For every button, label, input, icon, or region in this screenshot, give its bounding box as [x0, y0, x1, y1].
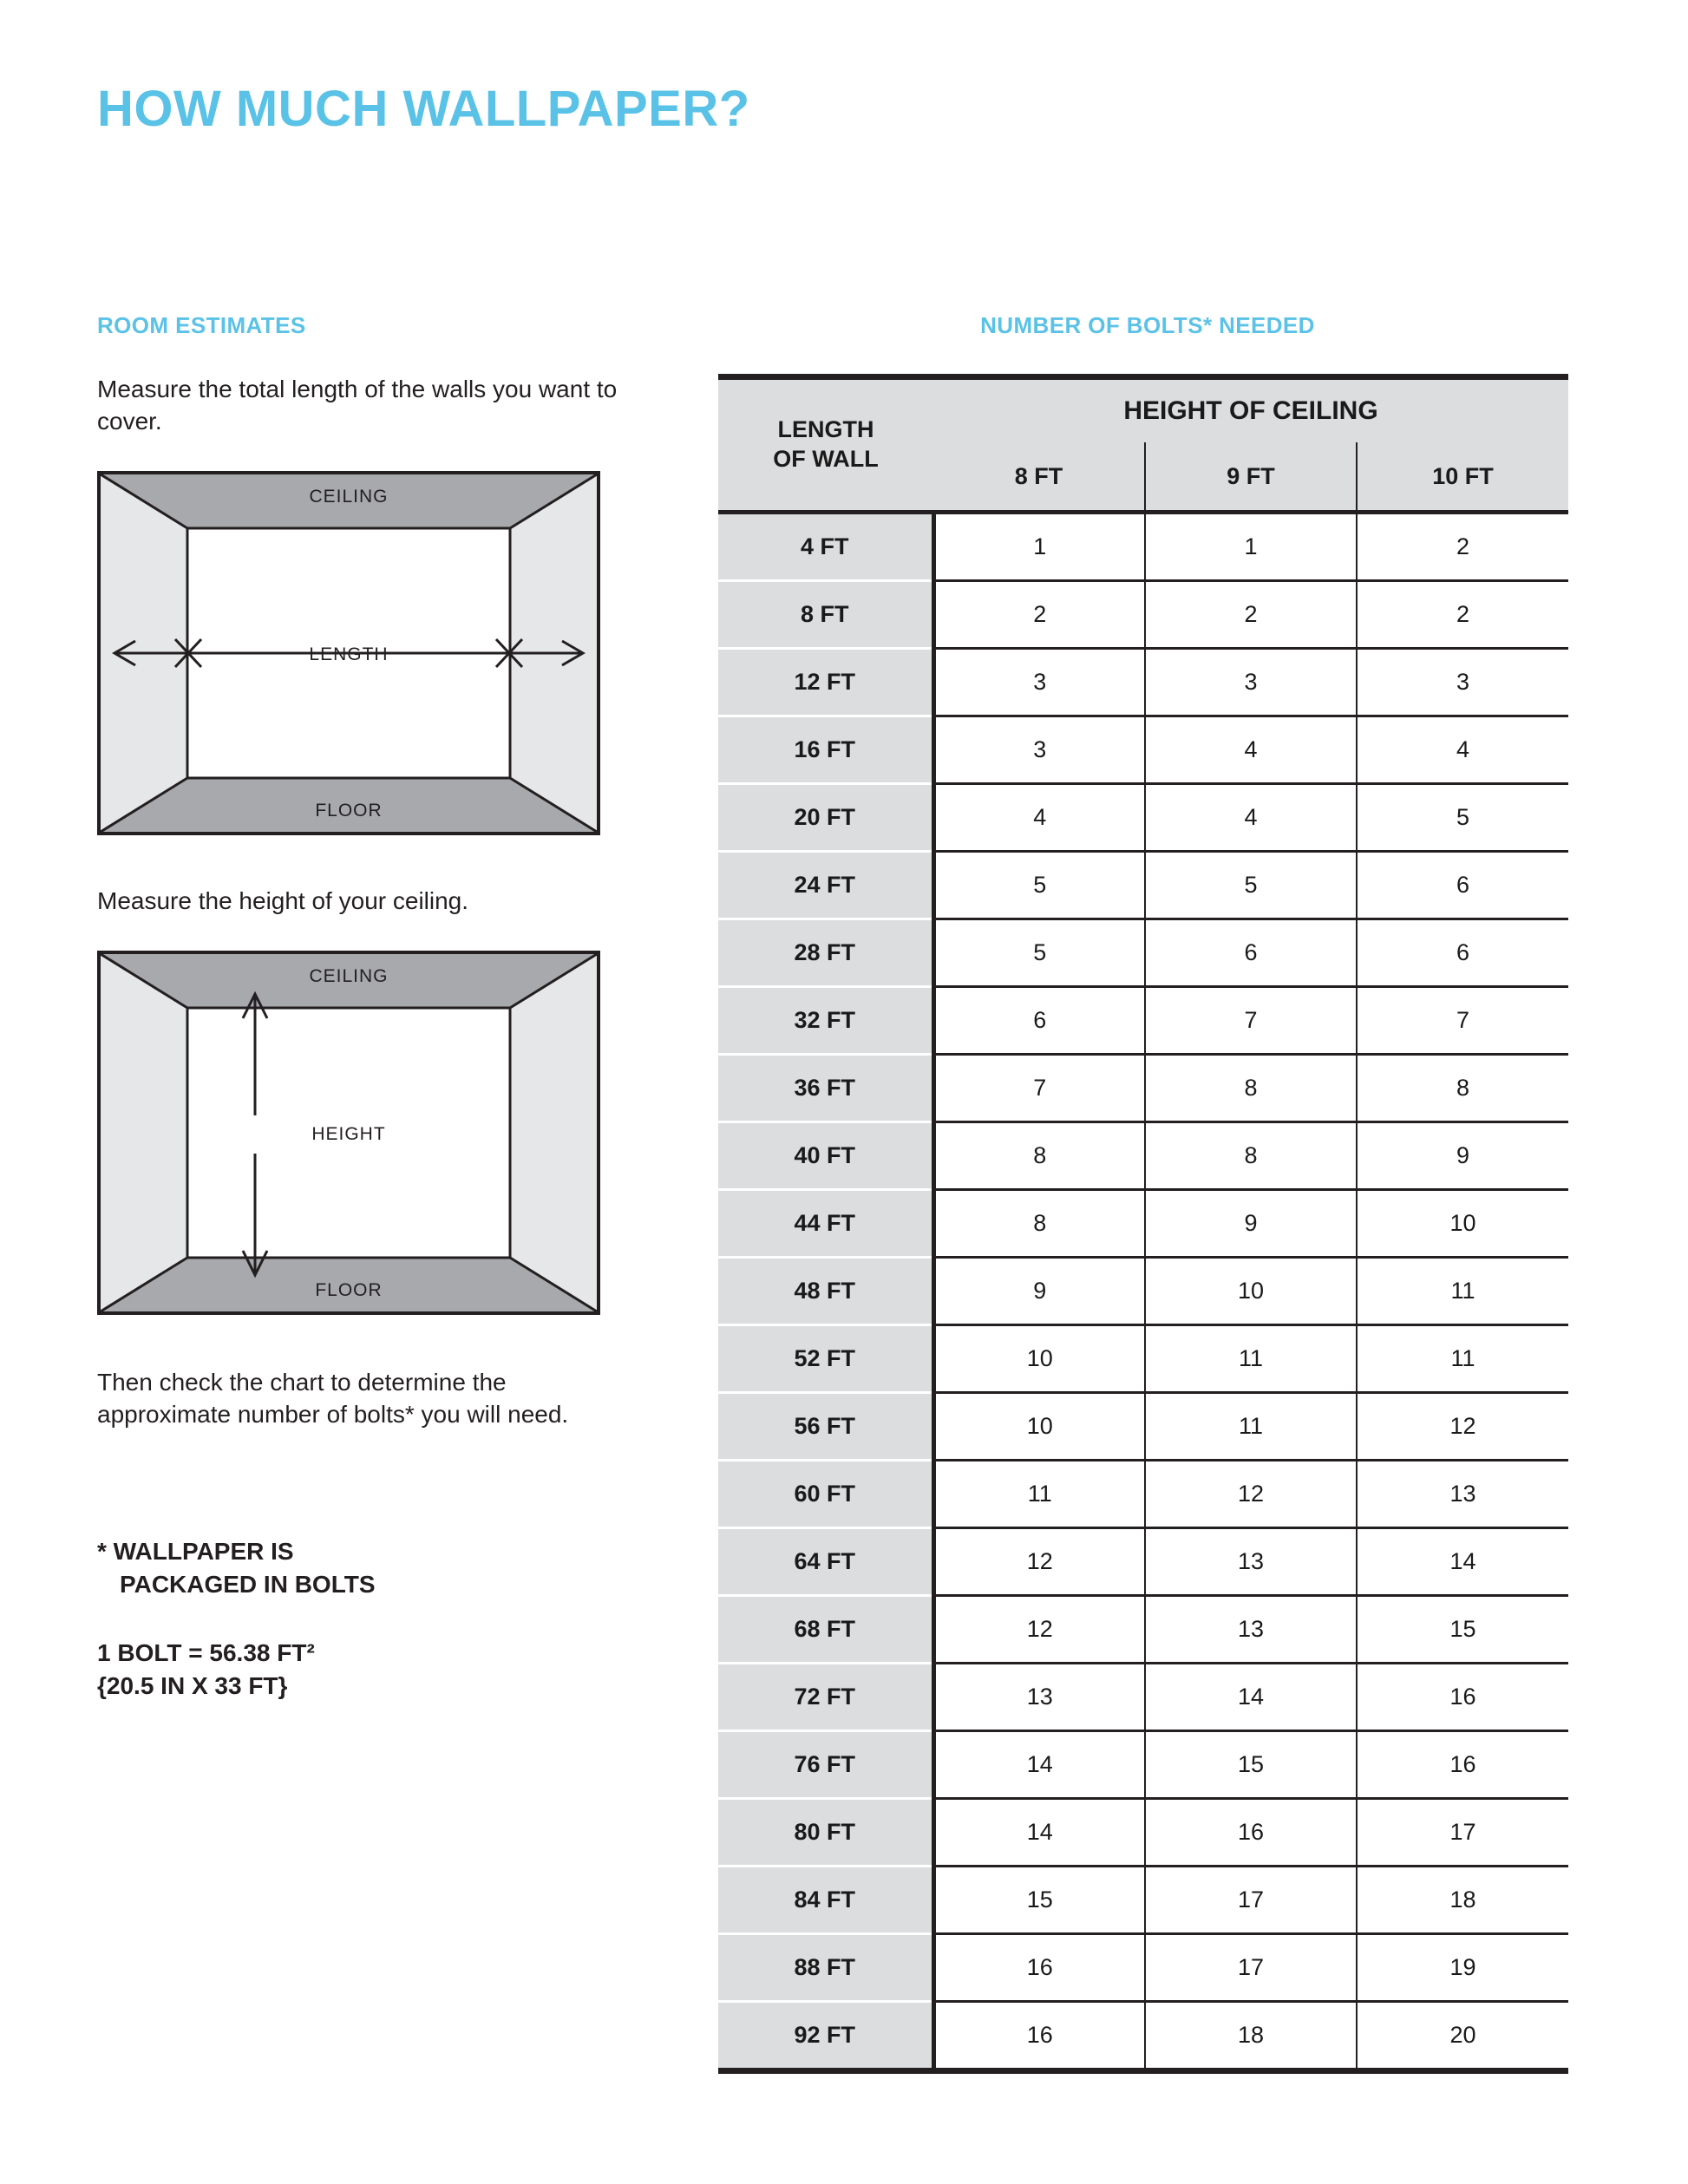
diagram-label-ceiling: CEILING	[309, 965, 389, 986]
bolt-dimensions-line: {20.5 IN X 33 FT}	[97, 1672, 288, 1700]
row-value-10ft: 19	[1357, 1934, 1568, 2002]
table-row	[718, 1867, 1568, 1934]
row-value-9ft: 11	[1145, 1325, 1357, 1393]
diagram-label-length: LENGTH	[309, 644, 389, 664]
row-length: 60 FT	[718, 1461, 933, 1528]
table-header-row-1	[718, 377, 1568, 443]
row-value-10ft: 14	[1357, 1528, 1568, 1596]
row-value-10ft: 7	[1357, 987, 1568, 1055]
table-row	[718, 513, 1568, 581]
table-row	[718, 581, 1568, 649]
row-length: 52 FT	[718, 1325, 933, 1393]
row-value-9ft: 4	[1145, 716, 1357, 784]
row-value-9ft: 16	[1145, 1799, 1357, 1867]
row-value-9ft: 8	[1145, 1055, 1357, 1122]
row-value-9ft: 4	[1145, 784, 1357, 852]
row-value-8ft: 10	[933, 1393, 1145, 1461]
row-length: 80 FT	[718, 1799, 933, 1867]
row-value-8ft: 8	[933, 1122, 1145, 1190]
row-length: 56 FT	[718, 1393, 933, 1461]
table-row	[718, 1393, 1568, 1461]
page-title: HOW MUCH WALLPAPER?	[97, 81, 750, 137]
table-row	[718, 1664, 1568, 1731]
row-value-10ft: 15	[1357, 1596, 1568, 1664]
room-diagram-height	[97, 951, 600, 1315]
table-row	[718, 852, 1568, 919]
diagram-label-height: HEIGHT	[311, 1123, 386, 1144]
row-value-10ft: 9	[1357, 1122, 1568, 1190]
footnote-line-2: PACKAGED IN BOLTS	[120, 1570, 376, 1598]
row-value-9ft: 12	[1145, 1461, 1357, 1528]
table-row	[718, 919, 1568, 987]
row-value-8ft: 12	[933, 1528, 1145, 1596]
row-value-9ft: 7	[1145, 987, 1357, 1055]
row-value-8ft: 11	[933, 1461, 1145, 1528]
row-value-8ft: 6	[933, 987, 1145, 1055]
row-length: 4 FT	[718, 513, 933, 581]
row-length: 8 FT	[718, 581, 933, 649]
row-value-8ft: 14	[933, 1799, 1145, 1867]
row-value-10ft: 10	[1357, 1190, 1568, 1258]
row-length: 48 FT	[718, 1258, 933, 1325]
row-value-8ft: 4	[933, 784, 1145, 852]
header-length-line-2: OF WALL	[773, 446, 879, 472]
row-value-10ft: 5	[1357, 784, 1568, 852]
row-value-8ft: 2	[933, 581, 1145, 649]
table-row	[718, 1934, 1568, 2002]
footnote-line-1: * WALLPAPER IS	[97, 1537, 294, 1565]
row-value-10ft: 13	[1357, 1461, 1568, 1528]
row-value-9ft: 13	[1145, 1596, 1357, 1664]
room-estimates-column	[97, 312, 635, 1703]
row-value-9ft: 2	[1145, 581, 1357, 649]
row-value-10ft: 4	[1357, 716, 1568, 784]
table-row	[718, 1461, 1568, 1528]
row-length: 68 FT	[718, 1596, 933, 1664]
row-value-10ft: 20	[1357, 2002, 1568, 2071]
row-value-9ft: 17	[1145, 1934, 1357, 2002]
header-length-of-wall	[718, 377, 933, 513]
diagram-label-floor: FLOOR	[315, 800, 383, 821]
row-value-9ft: 10	[1145, 1258, 1357, 1325]
row-value-8ft: 10	[933, 1325, 1145, 1393]
row-value-9ft: 13	[1145, 1528, 1357, 1596]
table-row	[718, 1528, 1568, 1596]
row-value-10ft: 2	[1357, 581, 1568, 649]
table-row	[718, 2002, 1568, 2071]
table-row	[718, 987, 1568, 1055]
table-row	[718, 1122, 1568, 1190]
row-value-9ft: 9	[1145, 1190, 1357, 1258]
row-value-9ft: 18	[1145, 2002, 1357, 2071]
diagram-label-ceiling: CEILING	[309, 486, 389, 507]
row-value-9ft: 5	[1145, 852, 1357, 919]
table-row	[718, 1258, 1568, 1325]
row-value-9ft: 15	[1145, 1731, 1357, 1799]
room-diagram-length	[97, 471, 600, 835]
row-value-8ft: 16	[933, 2002, 1145, 2071]
row-length: 72 FT	[718, 1664, 933, 1731]
row-value-9ft: 17	[1145, 1867, 1357, 1934]
bolt-size-note	[97, 1637, 635, 1703]
table-row	[718, 716, 1568, 784]
row-value-9ft: 1	[1145, 513, 1357, 581]
header-height-of-ceiling: HEIGHT OF CEILING	[933, 377, 1568, 443]
row-value-8ft: 5	[933, 852, 1145, 919]
row-value-9ft: 6	[1145, 919, 1357, 987]
row-length: 44 FT	[718, 1190, 933, 1258]
row-length: 20 FT	[718, 784, 933, 852]
row-length: 84 FT	[718, 1867, 933, 1934]
row-value-10ft: 6	[1357, 919, 1568, 987]
row-value-10ft: 11	[1357, 1325, 1568, 1393]
row-value-9ft: 3	[1145, 649, 1357, 716]
bolts-table	[718, 374, 1568, 2074]
table-row	[718, 649, 1568, 716]
header-col-9ft: 9 FT	[1145, 442, 1357, 513]
row-length: 40 FT	[718, 1122, 933, 1190]
table-row	[718, 1190, 1568, 1258]
row-value-8ft: 7	[933, 1055, 1145, 1122]
row-value-10ft: 17	[1357, 1799, 1568, 1867]
table-row	[718, 1596, 1568, 1664]
row-length: 88 FT	[718, 1934, 933, 2002]
row-value-10ft: 8	[1357, 1055, 1568, 1122]
table-row	[718, 1325, 1568, 1393]
bolt-area-line: 1 BOLT = 56.38 FT²	[97, 1639, 315, 1667]
row-length: 64 FT	[718, 1528, 933, 1596]
row-value-8ft: 14	[933, 1731, 1145, 1799]
table-row	[718, 1731, 1568, 1799]
row-value-8ft: 1	[933, 513, 1145, 581]
section-heading-room-estimates: ROOM ESTIMATES	[97, 312, 306, 338]
row-value-10ft: 16	[1357, 1664, 1568, 1731]
row-value-10ft: 3	[1357, 649, 1568, 716]
row-value-8ft: 13	[933, 1664, 1145, 1731]
row-length: 28 FT	[718, 919, 933, 987]
row-length: 12 FT	[718, 649, 933, 716]
table-row	[718, 784, 1568, 852]
header-length-line-1: LENGTH	[777, 416, 874, 443]
instruction-step-1: Measure the total length of the walls you want to cover.	[97, 376, 618, 435]
row-value-10ft: 18	[1357, 1867, 1568, 1934]
row-value-8ft: 15	[933, 1867, 1145, 1934]
row-value-9ft: 11	[1145, 1393, 1357, 1461]
row-value-8ft: 16	[933, 1934, 1145, 2002]
row-value-10ft: 16	[1357, 1731, 1568, 1799]
row-length: 32 FT	[718, 987, 933, 1055]
footnote-wallpaper-bolts	[97, 1535, 635, 1601]
row-value-8ft: 3	[933, 716, 1145, 784]
row-value-8ft: 5	[933, 919, 1145, 987]
row-value-8ft: 12	[933, 1596, 1145, 1664]
row-value-8ft: 9	[933, 1258, 1145, 1325]
row-length: 92 FT	[718, 2002, 933, 2071]
row-value-10ft: 2	[1357, 513, 1568, 581]
diagram-label-floor: FLOOR	[315, 1279, 383, 1300]
row-length: 24 FT	[718, 852, 933, 919]
row-length: 16 FT	[718, 716, 933, 784]
row-value-9ft: 8	[1145, 1122, 1357, 1190]
header-col-8ft: 8 FT	[933, 442, 1145, 513]
bolts-table-column	[718, 312, 1577, 2074]
row-length: 76 FT	[718, 1731, 933, 1799]
header-col-10ft: 10 FT	[1357, 442, 1568, 513]
row-value-10ft: 12	[1357, 1393, 1568, 1461]
row-value-10ft: 6	[1357, 852, 1568, 919]
instruction-step-2: Measure the height of your ceiling.	[97, 886, 469, 914]
section-heading-bolts-needed: NUMBER OF BOLTS* NEEDED	[980, 312, 1315, 338]
row-value-8ft: 3	[933, 649, 1145, 716]
row-length: 36 FT	[718, 1055, 933, 1122]
instruction-step-3: Then check the chart to determine the approximate number of bolts* you will need.	[97, 1368, 569, 1428]
table-row	[718, 1055, 1568, 1122]
row-value-9ft: 14	[1145, 1664, 1357, 1731]
row-value-8ft: 8	[933, 1190, 1145, 1258]
table-row	[718, 1799, 1568, 1867]
row-value-10ft: 11	[1357, 1258, 1568, 1325]
